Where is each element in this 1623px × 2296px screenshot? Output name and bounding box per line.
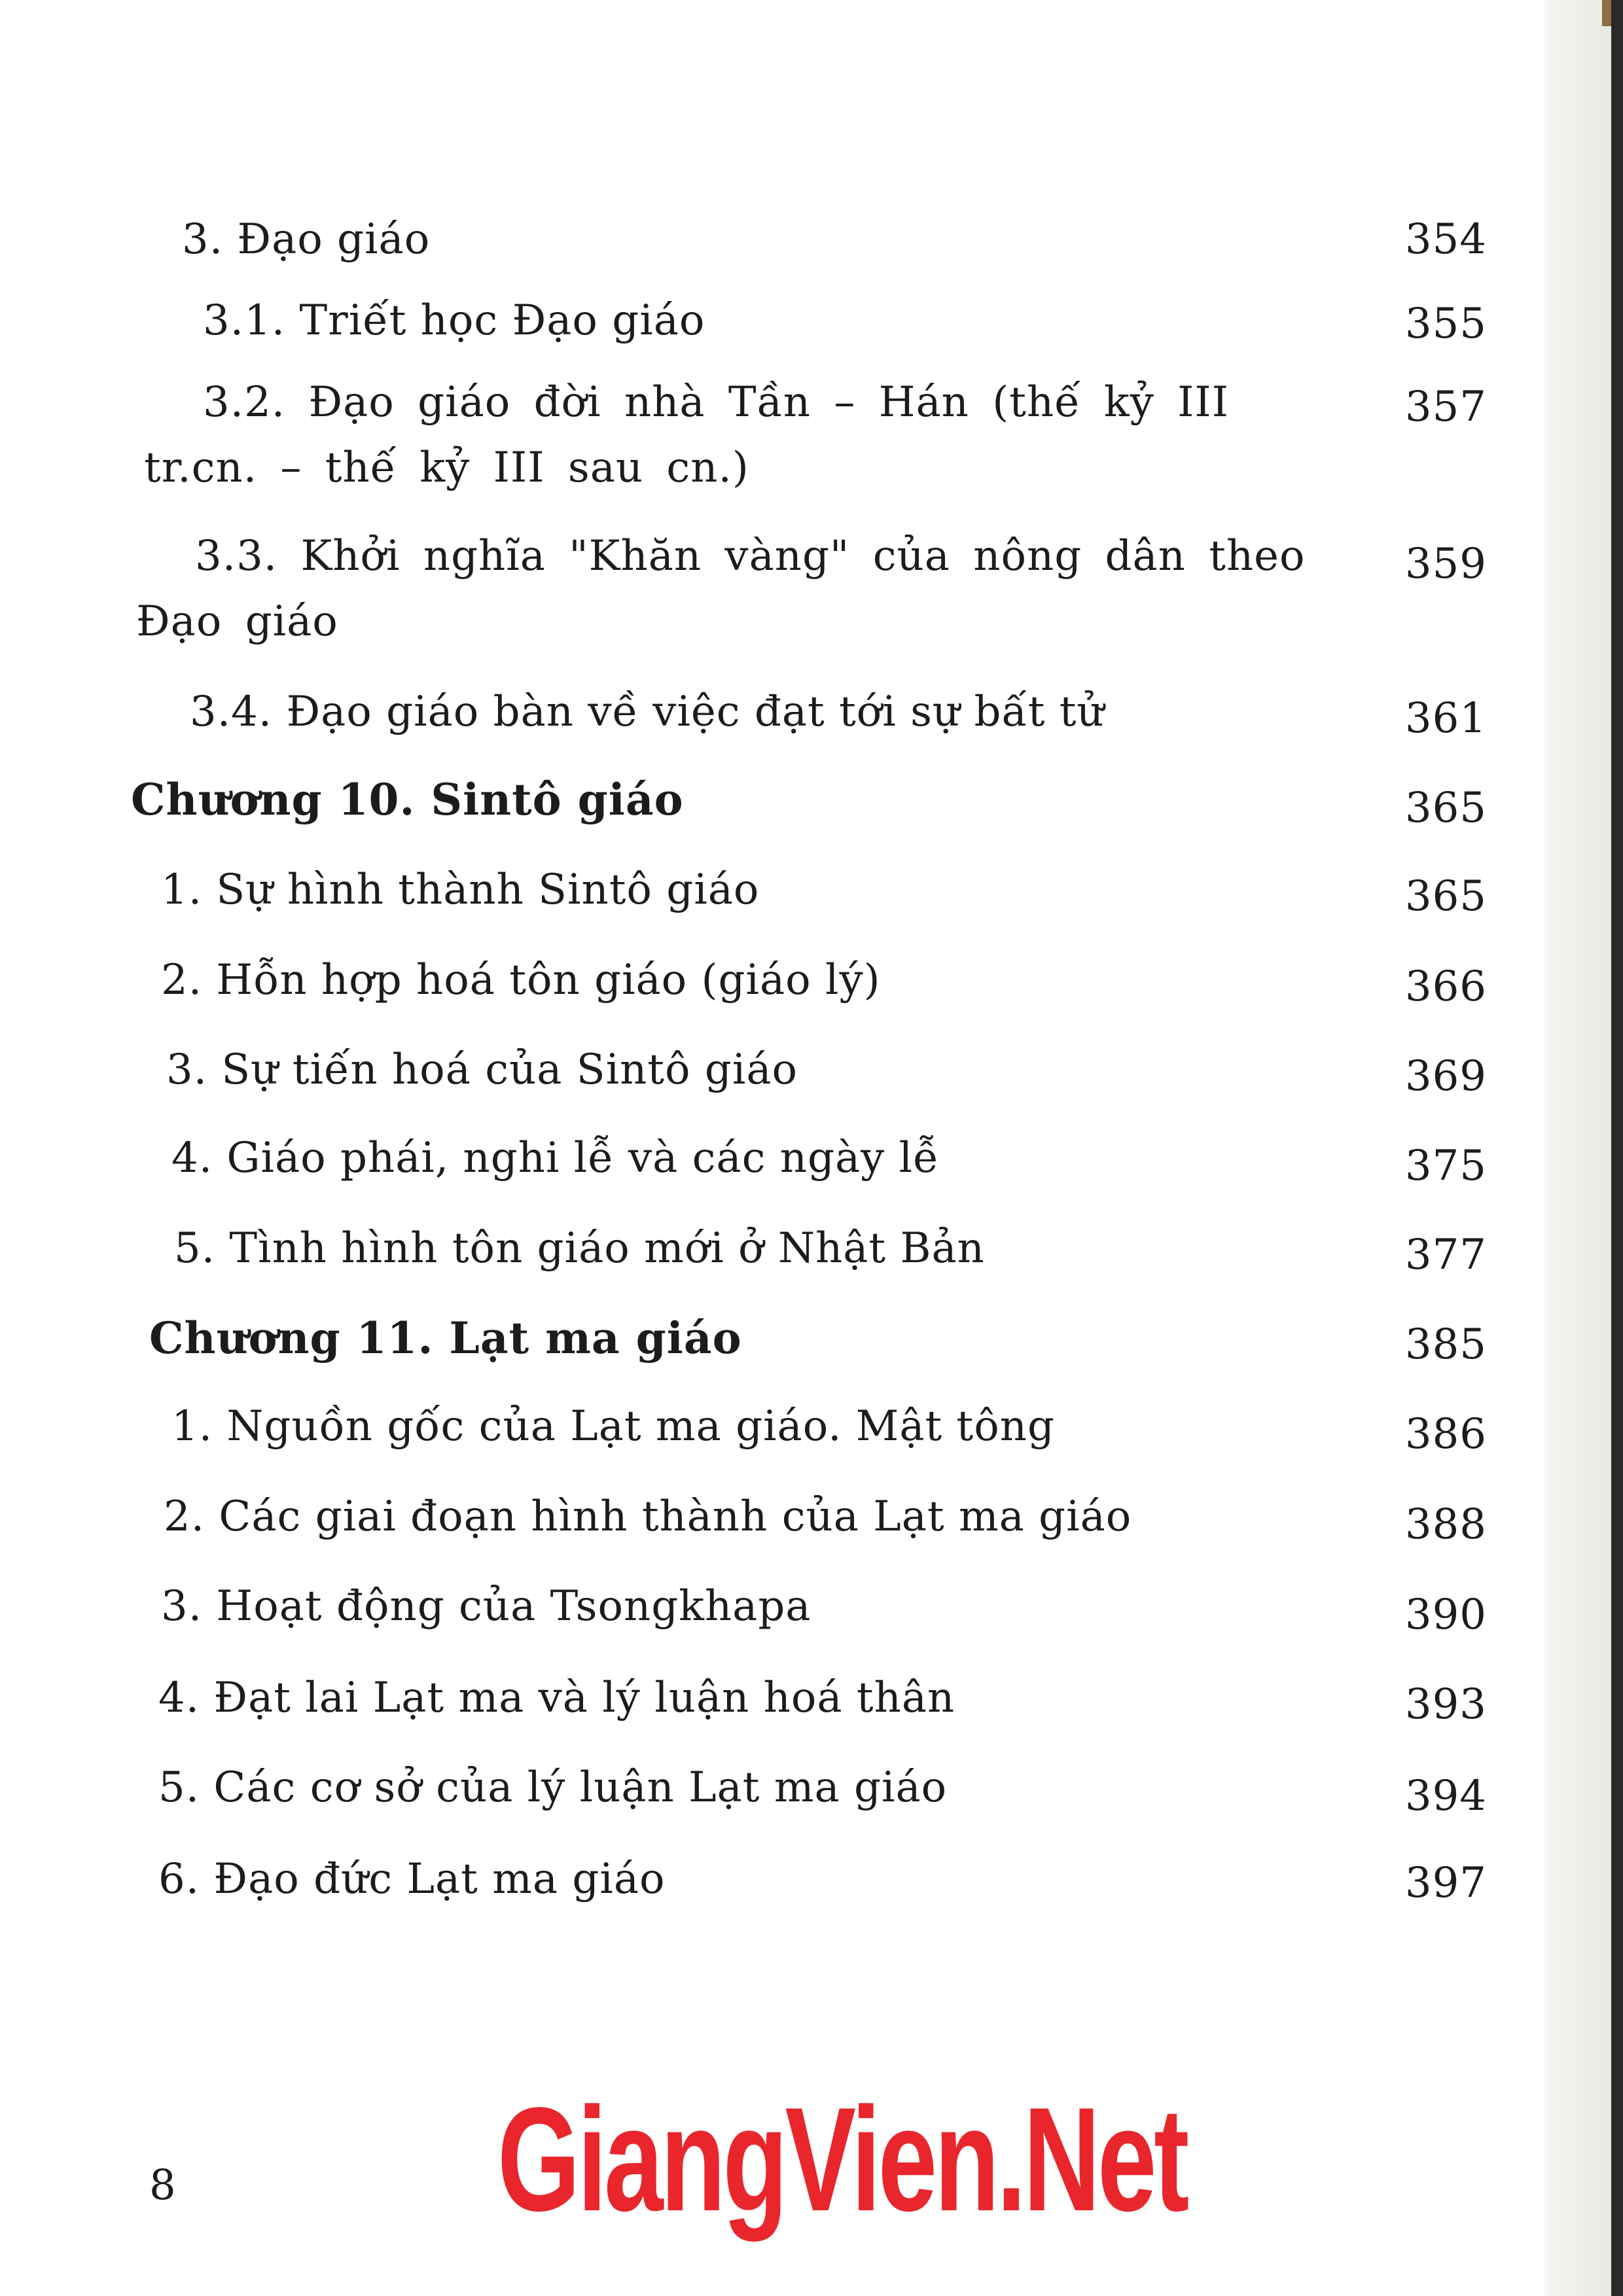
toc-entry-title: 3. Sự tiến hoá của Sintô giáo (166, 1046, 798, 1094)
toc-entry-title: 1. Sự hình thành Sintô giáo (161, 866, 760, 914)
toc-entry-title: 3.4. Đạo giáo bàn về việc đạt tới sự bất tử (190, 688, 1105, 736)
toc-entry-title: 4. Đạt lai Lạt ma và lý luận hoá thân (158, 1674, 955, 1722)
toc-entry-title: 6. Đạo đức Lạt ma giáo (158, 1855, 666, 1903)
toc-entry-page: 375 (1404, 1142, 1487, 1190)
toc-entry-title: 5. Tình hình tôn giáo mới ở Nhật Bản (174, 1224, 985, 1273)
toc-entry-title: 1. Nguồn gốc của Lạt ma giáo. Mật tông (171, 1402, 1055, 1451)
toc-entry-title: 3.2. Đạo giáo đời nhà Tần – Hán (thế kỷ III tr.cn. – thế kỷ III sau cn.) (144, 378, 1229, 492)
toc-entry-page: 355 (1404, 300, 1487, 348)
toc-chapter-title: Chương 11. Lạt ma giáo (149, 1313, 742, 1364)
toc-entry-page: 386 (1404, 1410, 1487, 1458)
toc-entry-page: 354 (1404, 215, 1487, 264)
toc-entry-page: 365 (1404, 784, 1487, 832)
book-spine-edge (1611, 0, 1623, 2296)
toc-entry-title: 4. Giáo phái, nghi lễ và các ngày lễ (171, 1134, 940, 1182)
toc-entry-page: 397 (1404, 1859, 1487, 1907)
toc-entry-page: 369 (1404, 1052, 1487, 1101)
toc-entry-page: 390 (1404, 1591, 1487, 1639)
toc-entry-page: 365 (1404, 872, 1487, 921)
toc-entry-title: 2. Các giai đoạn hình thành của Lạt ma giáo (164, 1492, 1132, 1541)
toc-entry-page: 393 (1404, 1680, 1487, 1729)
watermark-logo: GiangVien.Net (497, 2076, 1187, 2242)
toc-entry-page: 361 (1404, 694, 1487, 743)
toc-entry-page: 366 (1404, 963, 1487, 1011)
toc-entry-title: 3.3. Khởi nghĩa "Khăn vàng" của nông dân theo Đạo giáo (136, 532, 1306, 646)
toc-entry-page: 357 (1404, 383, 1487, 431)
toc-entry-title: 2. Hỗn hợp hoá tôn giáo (giáo lý) (161, 956, 881, 1004)
toc-entry-title: 3. Hoạt động của Tsongkhapa (161, 1582, 812, 1631)
page-number: 8 (149, 2161, 176, 2210)
toc-entry-page: 377 (1404, 1231, 1487, 1279)
toc-entry-page: 388 (1404, 1500, 1487, 1549)
toc-entry-page: 385 (1404, 1320, 1487, 1369)
toc-entry-page: 359 (1404, 540, 1487, 588)
toc-entry-title: 3. Đạo giáo (182, 215, 431, 264)
toc-entry-title: 5. Các cơ sở của lý luận Lạt ma giáo (158, 1763, 948, 1812)
spine-mark (1602, 0, 1611, 26)
toc-entry-title: 3.1. Triết học Đạo giáo (203, 296, 705, 345)
toc-entry-page: 394 (1404, 1772, 1487, 1820)
toc-chapter-title: Chương 10. Sintô giáo (131, 774, 684, 825)
